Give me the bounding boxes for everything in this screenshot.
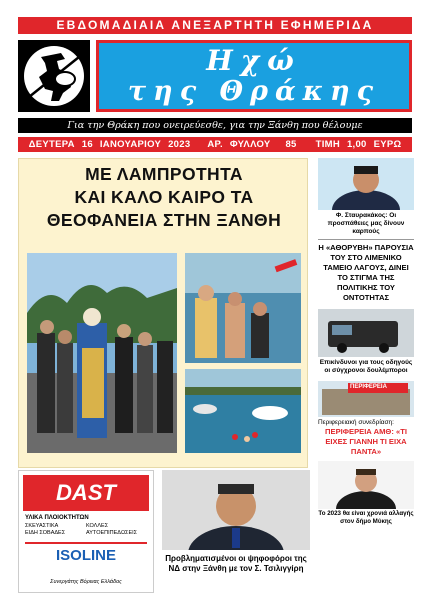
- masthead-title-line1: Ηχώ: [206, 44, 302, 77]
- van-caption[interactable]: Επικίνδυνοι για τους οδηγούς οι σύγχρονοι δουλέμποροι: [319, 359, 413, 374]
- issue-price: ΤΙΜΗ 1,00 ΕΥΡΩ: [315, 139, 402, 150]
- region-sign-text: ΠΕΡΙΦΕΡΕΙΑ: [350, 384, 387, 390]
- issue-number: 85: [285, 139, 297, 150]
- lagos-story-headline[interactable]: Η «ΑΘΟΡΥΒΗ» ΠΑΡΟΥΣΙΑ ΤΟΥ ΣΤΟ ΛΙΜΕΝΙΚΟ ΤΑΜΕΙΟ ΛΑΓΟΥΣ, ΔΙΝΕΙ ΤΟ ΣΤΙΓΜΑ ΤΗΣ ΠΟΛΙΤΙΚΗΣ ΤΟΥ ΟΝΤΟΤΗΤΑΣ: [318, 243, 414, 302]
- procession-photo: [27, 253, 177, 453]
- ad-item: ΣΚΕΥΑΣΤΙΚΑ: [25, 523, 59, 529]
- tagline: Για την Θράκη που ονειρεύεσθε, για την Ξάνθη που θέλουμε: [18, 118, 412, 133]
- masthead-title-line2: της Θράκης: [127, 76, 381, 107]
- headline-line3: ΘΕΟΦΑΝΕΙΑ ΣΤΗΝ ΞΑΝΘΗ: [46, 210, 282, 230]
- tsiligiris-story[interactable]: [162, 470, 310, 593]
- ad-item: ΕΙΔΗ ΣΟΒΑΔΕΣ: [25, 530, 66, 536]
- myki-caption[interactable]: Το 2023 θα είναι χρονιά αλλαγής στον δήμο Μύκης: [318, 510, 414, 525]
- masthead: [96, 40, 412, 112]
- dast-subtitle: ΥΛΙΚΑ ΠΛΟΙΟΚΤΗΤΩΝ: [25, 515, 89, 521]
- ad-item: ΑΥΤΟΕΠΙΠΕΔΩΣΕΙΣ: [86, 530, 138, 536]
- dast-brand: DAST: [56, 480, 116, 505]
- region-kicker: Περιφερειακή συνεδρίαση:: [318, 419, 394, 426]
- issue-label: ΑΡ. ΦΥΛΛΟΥ: [207, 139, 271, 150]
- divider: [318, 239, 414, 240]
- tsiligiris-photo: [162, 470, 310, 550]
- van-photo: [318, 309, 414, 357]
- ad-item-list: [19, 521, 153, 538]
- stavrakakos-photo: [318, 158, 414, 210]
- region-building-photo: [318, 381, 414, 417]
- right-column: [318, 158, 414, 526]
- dast-isoline-ad[interactable]: [18, 470, 154, 593]
- top-banner: ΕΒΔΟΜΑΔΙΑΙΑ ΑΝΕΞΑΡΤΗΤΗ ΕΦΗΜΕΡΙΔΑ: [18, 17, 412, 34]
- issue-date: ΔΕΥΤΕΡΑ 16 ΙΑΝΟΥΑΡΙΟΥ 2023: [28, 139, 191, 150]
- stavrakakos-caption[interactable]: Φ. Σταυρακάκος: Οι προσπάθειες μας δίνουν καρπούς: [327, 212, 405, 235]
- warrior-logo: [18, 40, 90, 112]
- dateline: [18, 137, 412, 152]
- swimmers-photo: [185, 253, 301, 363]
- isoline-block: [25, 542, 147, 565]
- region-story-headline[interactable]: ΠΕΡΙΦΕΡΕΙΑ ΑΜΘ: «ΤΙ ΕΙΧΕΣ ΓΙΑΝΝΗ ΤΙ ΕΙΧΑ ΠΑΝΤΑ»: [325, 427, 407, 456]
- dast-logo: [23, 475, 149, 511]
- ad-item: ΚΟΛΛΕΣ: [86, 523, 109, 529]
- myki-photo: [318, 461, 414, 509]
- ad-footer: Συνεργάτης Βόρειας Ελλάδος: [50, 579, 122, 585]
- main-story[interactable]: [18, 158, 308, 468]
- headline-line1: ΜΕ ΛΑΜΠΡΟΤΗΤΑ: [85, 164, 243, 184]
- isoline-brand: ISOLINE: [55, 547, 116, 564]
- headline-line2: ΚΑΙ ΚΑΛΟ ΚΑΙΡΟ ΤΑ: [74, 187, 254, 207]
- tsiligiris-caption[interactable]: Προβληματισμένοι οι ψηφοφόροι της ΝΔ στην Ξάνθη με τον Σ. Τσιλιγγίρη: [165, 554, 307, 573]
- main-headline[interactable]: [19, 163, 309, 232]
- warrior-logo-icon: [21, 43, 87, 109]
- sea-swim-photo: [185, 369, 301, 453]
